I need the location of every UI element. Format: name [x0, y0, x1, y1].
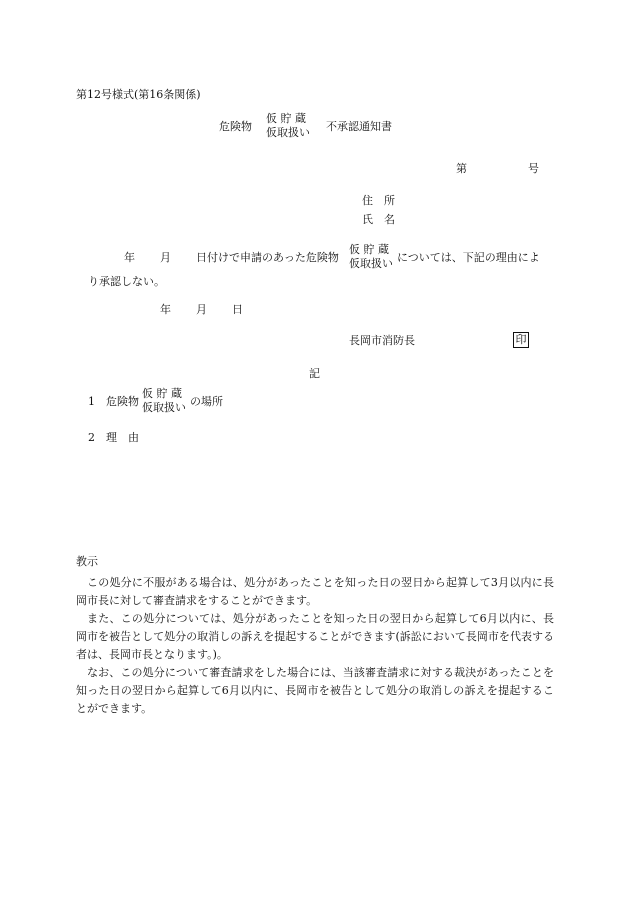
notice-heading: 教示: [76, 555, 98, 568]
date-day: 日: [232, 303, 243, 316]
body-day-rest: 日付けで申請のあった危険物: [196, 251, 339, 264]
date-month: 月: [196, 303, 207, 316]
title-prefix: 危険物: [219, 120, 252, 133]
notice-paragraph-1: この処分に不服がある場合は、処分があったことを知った日の翌日から起算して3月以内に長岡市長に対して審査請求をすることができます。: [76, 576, 554, 607]
item1-options: [142, 388, 186, 413]
body-option-bottom: 仮取扱い: [349, 257, 393, 270]
address-label: 住 所: [362, 194, 395, 207]
item2-number: 2: [88, 431, 95, 444]
body-year: 年: [124, 251, 135, 264]
name-label: 氏 名: [362, 213, 395, 226]
doc-number-go: 号: [528, 162, 539, 175]
title-options: [266, 113, 310, 138]
item1-option-bottom: 仮取扱い: [142, 401, 186, 414]
body-options: [349, 244, 393, 269]
body-month: 月: [160, 251, 171, 264]
item1-number: 1: [88, 395, 95, 408]
title-option-bottom: 仮取扱い: [266, 126, 310, 139]
item2-label: 理 由: [106, 431, 139, 444]
seal-mark: 印: [513, 332, 529, 348]
doc-number-dai: 第: [456, 162, 467, 175]
issuer-title: 長岡市消防長: [349, 334, 415, 347]
title-suffix: 不承認通知書: [326, 120, 392, 133]
body-option-top: 仮 貯 蔵: [349, 243, 389, 256]
notice-paragraph-2: また、この処分については、処分があったことを知った日の翌日から起算して6月以内に、長岡市を被告として処分の取消しの訴えを提起することができます(訴訟において長岡市を代表する者は、長岡市長となります。)。: [76, 612, 554, 661]
date-year: 年: [160, 303, 171, 316]
item1-suffix: の場所: [190, 395, 223, 408]
notice-paragraph-3: なお、この処分について審査請求をした場合には、当該審査請求に対する裁決があったことを知った日の翌日から起算して6月以内に、長岡市を被告として処分の取消しの訴えを提起することができます。: [76, 666, 554, 715]
item1-prefix: 危険物: [106, 395, 139, 408]
title-option-top: 仮 貯 蔵: [266, 112, 306, 125]
item1-option-top: 仮 貯 蔵: [142, 387, 182, 400]
body-after: については、下記の理由によ: [397, 251, 540, 264]
body-line2: り承認しない。: [88, 275, 165, 288]
form-number: 第12号様式(第16条関係): [76, 88, 201, 101]
ki-label: 記: [309, 367, 320, 380]
